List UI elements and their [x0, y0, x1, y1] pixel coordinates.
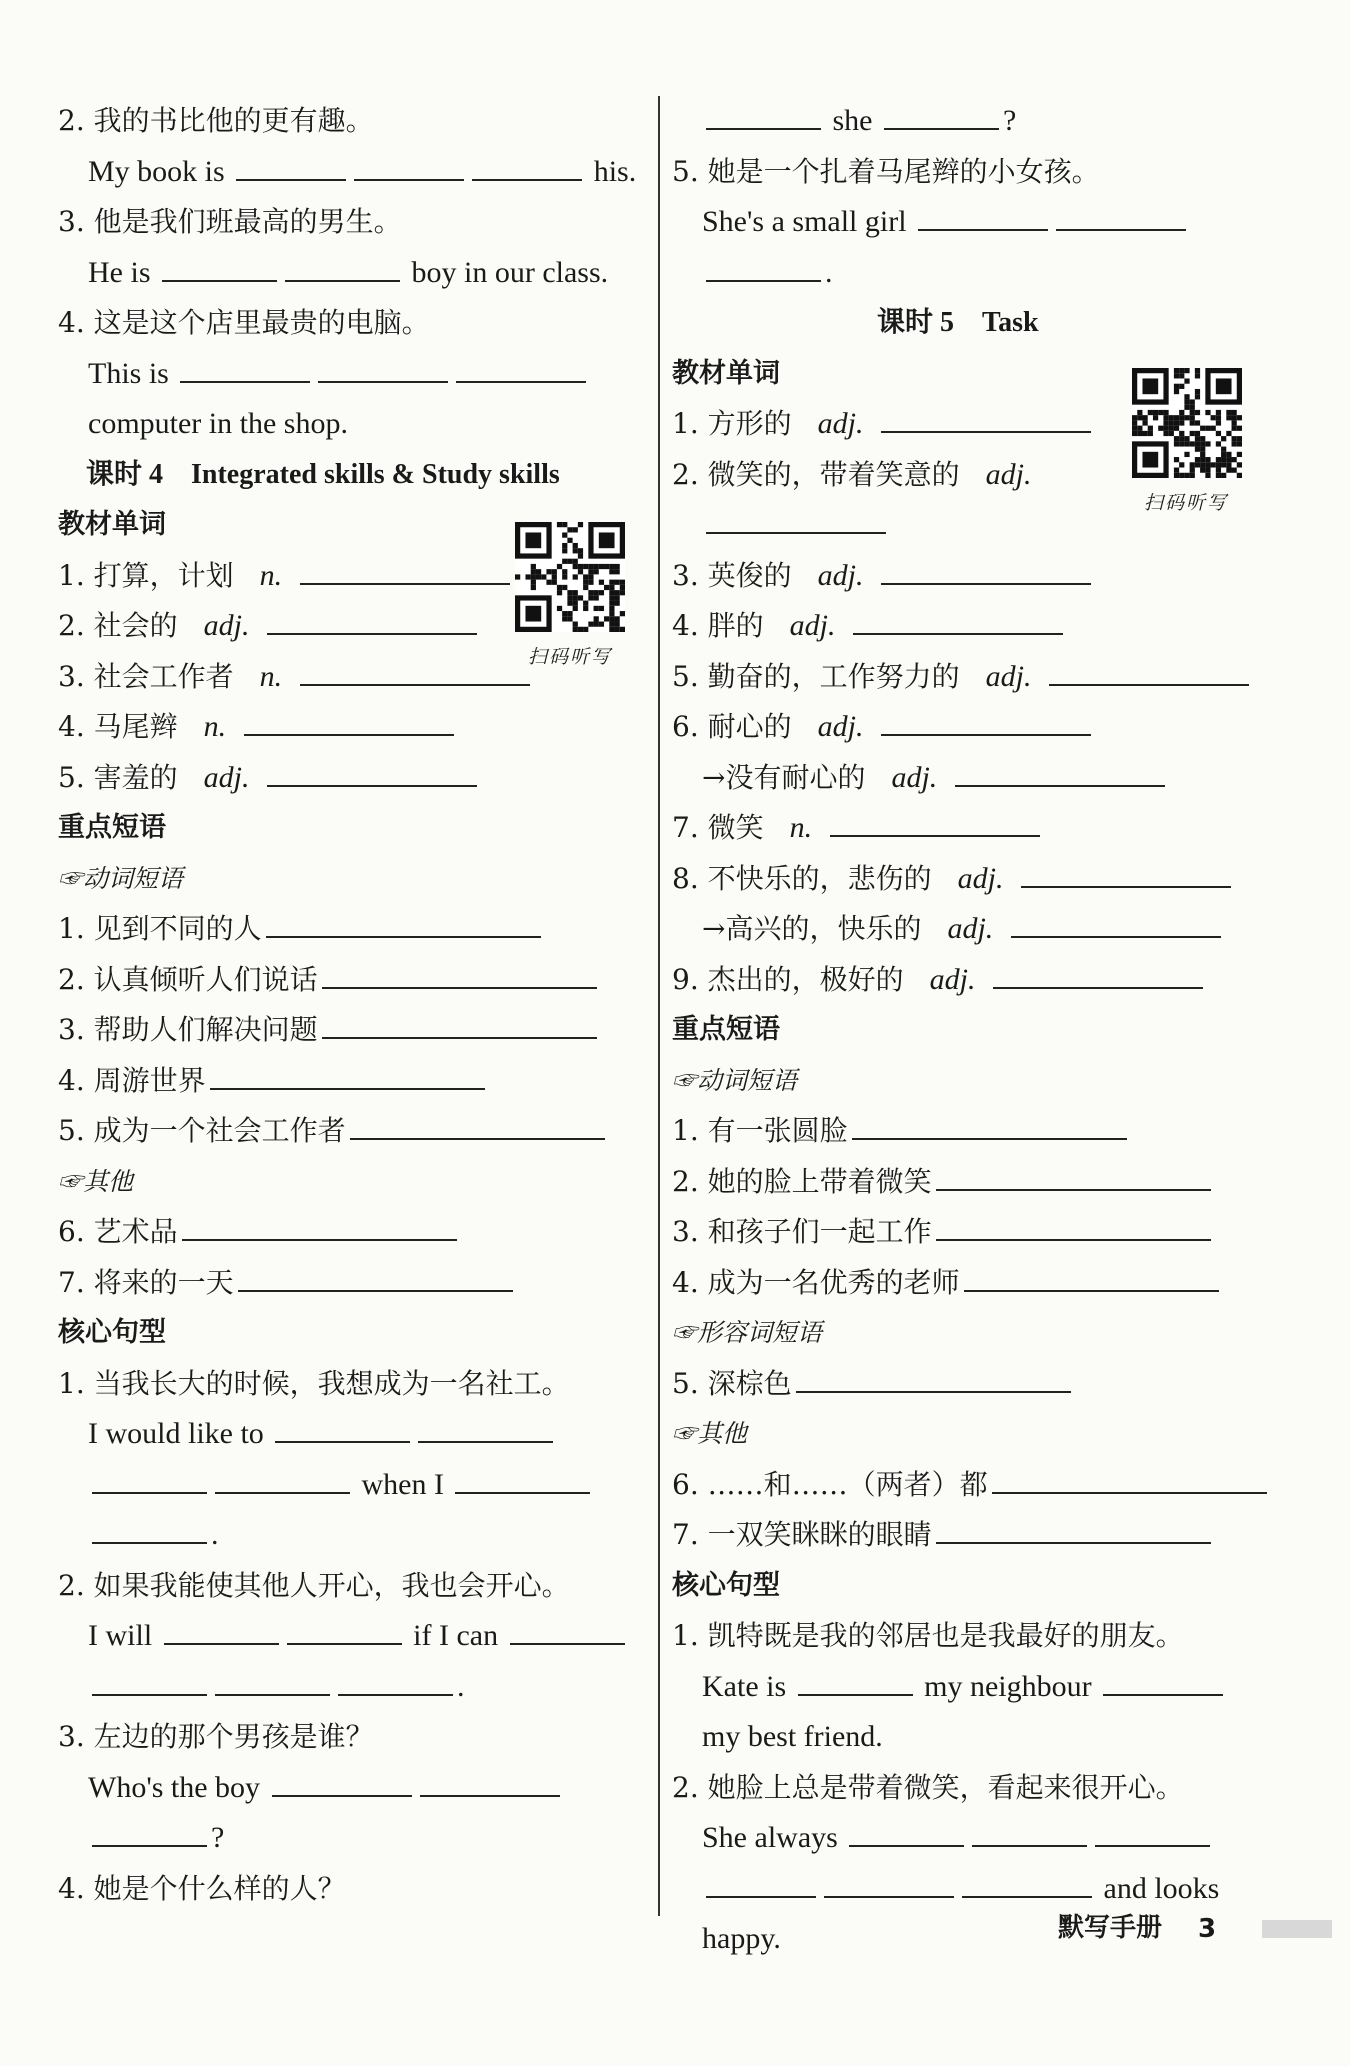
line-text: 1. 有一张圆脸: [672, 1114, 848, 1147]
answer-blank[interactable]: [706, 1872, 816, 1898]
exercise-line: [58, 1813, 640, 1864]
line-text: This is: [88, 356, 177, 390]
answer-blank[interactable]: [853, 609, 1063, 635]
line-text: my neighbour: [916, 1669, 1100, 1703]
answer-blank[interactable]: [936, 1518, 1211, 1544]
line-text: 教材单词: [672, 357, 780, 389]
line-text: 核心句型: [58, 1317, 166, 1348]
exercise-line: [672, 1460, 1272, 1511]
answer-blank[interactable]: [420, 1771, 560, 1797]
part-of-speech: n.: [203, 710, 227, 743]
line-text: 2. 认真倾听人们说话: [58, 962, 318, 996]
line-text: ?: [1003, 104, 1017, 137]
exercise-line: [58, 702, 640, 753]
answer-blank[interactable]: [918, 205, 1048, 231]
line-text: 2. 我的书比他的更有趣。: [58, 104, 374, 137]
part-of-speech: adj.: [929, 962, 976, 996]
line-text: 5. 勤奋的，工作努力的: [672, 659, 960, 693]
line-text: 2. 她脸上总是带着微笑，看起来很开心。: [672, 1770, 1184, 1804]
answer-blank[interactable]: [992, 1468, 1267, 1494]
exercise-line: [58, 147, 640, 198]
part-of-speech: adj.: [789, 609, 836, 642]
line-text: 8. 不快乐的，悲伤的: [672, 861, 932, 895]
answer-blank[interactable]: [964, 1266, 1219, 1292]
line-text: 7. 微笑: [672, 811, 764, 844]
exercise-line: [672, 1864, 1272, 1915]
answer-blank[interactable]: [1056, 205, 1186, 231]
exercise-line: [672, 601, 1272, 652]
line-text: Who's the boy: [88, 1770, 268, 1804]
exercise-line: [58, 1056, 640, 1107]
exercise-line: [672, 904, 1272, 955]
line-text: 1. 当我长大的时候，我想成为一名社工。: [58, 1366, 570, 1400]
answer-blank[interactable]: [852, 1114, 1127, 1140]
answer-blank[interactable]: [354, 155, 464, 181]
exercise-line: [672, 803, 1272, 854]
answer-blank[interactable]: [322, 963, 597, 989]
exercise-line: [58, 1662, 640, 1713]
line-text: computer in the shop.: [88, 407, 348, 440]
line-text: She's a small girl: [702, 205, 915, 238]
line-text: 1. 方形的: [672, 407, 792, 440]
line-text: My book is: [88, 154, 233, 188]
line-text: He is: [88, 255, 158, 289]
line-text: 7. 一双笑眯眯的眼睛: [672, 1518, 932, 1551]
answer-blank[interactable]: [1095, 1821, 1210, 1847]
line-text: when I: [354, 1467, 452, 1501]
line-text: 3. 英俊的: [672, 558, 792, 592]
answer-blank[interactable]: [1049, 660, 1249, 686]
line-text: .: [825, 255, 833, 289]
answer-blank[interactable]: [210, 1064, 485, 1090]
line-text: and looks: [1096, 1871, 1220, 1905]
line-text: She always: [702, 1821, 846, 1854]
line-text: ☞动词短语: [58, 863, 184, 893]
line-text: 核心句型: [672, 1569, 780, 1601]
answer-blank[interactable]: [418, 1417, 553, 1443]
answer-blank[interactable]: [266, 912, 541, 938]
line-text: →没有耐心的: [702, 760, 866, 794]
line-text: my best friend.: [702, 1720, 883, 1753]
exercise-line: [58, 1561, 640, 1612]
answer-blank[interactable]: [1103, 1670, 1223, 1696]
line-text: Kate is: [702, 1669, 794, 1703]
line-text: 6. ……和……（两者）都: [672, 1467, 988, 1501]
line-text: 2. 她的脸上带着微笑: [672, 1164, 932, 1198]
exercise-line: [672, 1106, 1272, 1157]
exercise-line: [672, 1813, 1272, 1864]
exercise-line: [672, 1258, 1272, 1309]
answer-blank[interactable]: [267, 761, 477, 787]
answer-blank[interactable]: [972, 1821, 1087, 1847]
line-text: 5. 成为一个社会工作者: [58, 1114, 346, 1147]
line-text: 4. 马尾辫: [58, 710, 178, 743]
line-text: 课时 5 Task: [877, 307, 1039, 338]
line-text: 3. 左边的那个男孩是谁？: [58, 1720, 374, 1753]
answer-blank[interactable]: [338, 1670, 453, 1696]
line-text: 5. 她是一个扎着马尾辫的小女孩。: [672, 154, 1100, 188]
exercise-line: [58, 248, 640, 299]
line-text: ☞动词短语: [672, 1065, 798, 1095]
answer-blank[interactable]: [798, 1670, 913, 1696]
exercise-line: [58, 1258, 640, 1309]
exercise-line: [672, 652, 1272, 703]
line-text: 3. 他是我们班最高的男生。: [58, 205, 402, 238]
exercise-line: [672, 1359, 1272, 1410]
section-heading: [58, 1308, 640, 1359]
line-text: 教材单词: [58, 509, 166, 540]
exercise-line: [672, 248, 1272, 299]
line-text: his.: [586, 154, 637, 188]
answer-blank[interactable]: [162, 256, 277, 282]
page-number: 3: [1198, 1914, 1217, 1944]
part-of-speech: n.: [259, 558, 283, 592]
answer-blank[interactable]: [322, 1013, 597, 1039]
exercise-line: [58, 1611, 640, 1662]
answer-blank[interactable]: [182, 1215, 457, 1241]
line-text: 4. 成为一名优秀的老师: [672, 1265, 960, 1299]
line-text: 1. 见到不同的人: [58, 912, 262, 945]
exercise-line: [58, 399, 640, 450]
exercise-line: [58, 1207, 640, 1258]
exercise-line: [58, 349, 640, 400]
qr-code-icon[interactable]: [1132, 368, 1242, 478]
exercise-line: [58, 1510, 640, 1561]
line-text: 5. 害羞的: [58, 760, 178, 794]
answer-blank[interactable]: [472, 155, 582, 181]
answer-blank[interactable]: [510, 1619, 625, 1645]
exercise-line: [672, 1662, 1272, 1713]
answer-blank[interactable]: [706, 256, 821, 282]
exercise-line: [58, 1712, 640, 1763]
exercise-line: [672, 955, 1272, 1006]
answer-blank[interactable]: [238, 1266, 513, 1292]
answer-blank[interactable]: [244, 710, 454, 736]
answer-blank[interactable]: [287, 1619, 402, 1645]
line-text: 3. 帮助人们解决问题: [58, 1013, 318, 1046]
part-of-speech: adj.: [947, 912, 994, 945]
line-text: 4. 这是这个店里最贵的电脑。: [58, 306, 430, 339]
answer-blank[interactable]: [300, 660, 530, 686]
line-text: boy in our class.: [404, 255, 609, 289]
answer-blank[interactable]: [706, 508, 886, 534]
exercise-line: [58, 1460, 640, 1511]
subsection-label: [58, 1157, 640, 1208]
subsection-label: [672, 1056, 1272, 1107]
exercise-line: [58, 1864, 640, 1915]
line-text: .: [211, 1518, 219, 1551]
exercise-line: [58, 197, 640, 248]
line-text: 课时 4 Integrated skills & Study skills: [86, 458, 560, 490]
exercise-line: [672, 96, 1272, 147]
exercise-line: [672, 147, 1272, 198]
exercise-line: [672, 1712, 1272, 1763]
line-text: 4. 她是个什么样的人？: [58, 1871, 346, 1905]
part-of-speech: n.: [789, 811, 813, 844]
part-of-speech: adj.: [985, 457, 1032, 491]
line-text: 1. 打算，计划: [58, 558, 234, 592]
part-of-speech: adj.: [203, 609, 250, 642]
subsection-label: [672, 1308, 1272, 1359]
exercise-line: [672, 753, 1272, 804]
answer-blank[interactable]: [881, 710, 1091, 736]
lesson-title: [58, 450, 640, 501]
answer-blank[interactable]: [936, 1215, 1211, 1241]
qr-code-icon[interactable]: [515, 522, 625, 632]
column-divider: [658, 96, 660, 1916]
answer-blank[interactable]: [318, 357, 448, 383]
section-heading: [672, 1005, 1272, 1056]
answer-blank[interactable]: [92, 1670, 207, 1696]
answer-blank[interactable]: [272, 1771, 412, 1797]
exercise-line: [672, 1510, 1272, 1561]
line-text: I will: [88, 1619, 160, 1652]
footer-title: 默写手册: [1058, 1913, 1163, 1943]
line-text: 5. 深棕色: [672, 1366, 792, 1400]
answer-blank[interactable]: [92, 1468, 207, 1494]
exercise-line: [672, 551, 1272, 602]
exercise-line: [58, 96, 640, 147]
answer-blank[interactable]: [267, 609, 477, 635]
part-of-speech: adj.: [957, 861, 1004, 895]
answer-blank[interactable]: [849, 1821, 964, 1847]
section-heading: [672, 1561, 1272, 1612]
part-of-speech: adj.: [817, 407, 864, 440]
line-text: 1. 凯特既是我的邻居也是我最好的朋友。: [672, 1619, 1184, 1652]
line-text: 重点短语: [672, 1014, 780, 1045]
exercise-line: [58, 955, 640, 1006]
answer-blank[interactable]: [92, 1821, 207, 1847]
line-text: 3. 社会工作者: [58, 659, 234, 693]
line-text: 4. 周游世界: [58, 1063, 206, 1097]
line-text: 6. 艺术品: [58, 1215, 178, 1248]
exercise-line: [58, 298, 640, 349]
line-text: 2. 微笑的，带着笑意的: [672, 457, 960, 491]
section-heading: [58, 803, 640, 854]
part-of-speech: adj.: [985, 659, 1032, 693]
line-text: I would like to: [88, 1417, 272, 1450]
line-text: ☞其他: [672, 1419, 748, 1448]
part-of-speech: adj.: [817, 558, 864, 592]
subsection-label: [58, 854, 640, 905]
answer-blank[interactable]: [1021, 862, 1231, 888]
line-text: 4. 胖的: [672, 609, 764, 642]
answer-blank[interactable]: [300, 559, 510, 585]
part-of-speech: adj.: [891, 760, 938, 794]
exercise-line: [672, 1763, 1272, 1814]
lesson-title: [672, 298, 1272, 349]
answer-blank[interactable]: [215, 1468, 350, 1494]
answer-blank[interactable]: [796, 1367, 1071, 1393]
exercise-line: [672, 702, 1272, 753]
qr-caption: 扫码听写: [528, 646, 613, 668]
exercise-line: [58, 1359, 640, 1410]
answer-blank[interactable]: [275, 1417, 410, 1443]
part-of-speech: adj.: [817, 710, 864, 743]
line-text: happy.: [702, 1922, 781, 1955]
answer-blank[interactable]: [881, 559, 1091, 585]
exercise-line: [58, 753, 640, 804]
answer-blank[interactable]: [455, 1468, 590, 1494]
line-text: if I can: [405, 1619, 506, 1652]
exercise-line: [672, 1157, 1272, 1208]
line-text: she: [825, 104, 880, 137]
answer-blank[interactable]: [1011, 912, 1221, 938]
subsection-label: [672, 1409, 1272, 1460]
answer-blank[interactable]: [215, 1670, 330, 1696]
line-text: 6. 耐心的: [672, 710, 792, 743]
answer-blank[interactable]: [350, 1114, 605, 1140]
exercise-line: [58, 1409, 640, 1460]
answer-blank[interactable]: [92, 1518, 207, 1544]
exercise-line: [58, 1763, 640, 1814]
answer-blank[interactable]: [236, 155, 346, 181]
answer-blank[interactable]: [993, 963, 1203, 989]
qr-caption: 扫码听写: [1144, 492, 1229, 514]
line-text: .: [457, 1669, 465, 1703]
exercise-line: [58, 1005, 640, 1056]
exercise-line: [672, 1207, 1272, 1258]
part-of-speech: n.: [259, 659, 283, 693]
answer-blank[interactable]: [830, 811, 1040, 837]
line-text: →高兴的，快乐的: [702, 912, 922, 945]
answer-blank[interactable]: [706, 104, 821, 130]
answer-blank[interactable]: [884, 104, 999, 130]
answer-blank[interactable]: [180, 357, 310, 383]
answer-blank[interactable]: [881, 407, 1091, 433]
left-column: [58, 96, 640, 1914]
line-text: ?: [211, 1821, 225, 1854]
answer-blank[interactable]: [285, 256, 400, 282]
answer-blank[interactable]: [824, 1872, 954, 1898]
line-text: 2. 社会的: [58, 609, 178, 642]
line-text: 3. 和孩子们一起工作: [672, 1215, 932, 1248]
answer-blank[interactable]: [955, 761, 1165, 787]
exercise-line: [58, 1106, 640, 1157]
line-text: ☞形容词短语: [672, 1318, 823, 1347]
line-text: 9. 杰出的，极好的: [672, 962, 904, 996]
answer-blank[interactable]: [936, 1165, 1211, 1191]
part-of-speech: adj.: [203, 760, 250, 794]
exercise-line: [672, 1611, 1272, 1662]
line-text: 2. 如果我能使其他人开心，我也会开心。: [58, 1568, 570, 1602]
exercise-line: [672, 854, 1272, 905]
line-text: 重点短语: [58, 812, 166, 843]
answer-blank[interactable]: [164, 1619, 279, 1645]
footer-decoration: [1262, 1920, 1332, 1938]
line-text: ☞其他: [58, 1166, 134, 1196]
line-text: 7. 将来的一天: [58, 1265, 234, 1299]
exercise-line: [672, 1914, 1272, 1965]
exercise-line: [58, 904, 640, 955]
exercise-line: [672, 197, 1272, 248]
answer-blank[interactable]: [456, 357, 586, 383]
answer-blank[interactable]: [962, 1872, 1092, 1898]
